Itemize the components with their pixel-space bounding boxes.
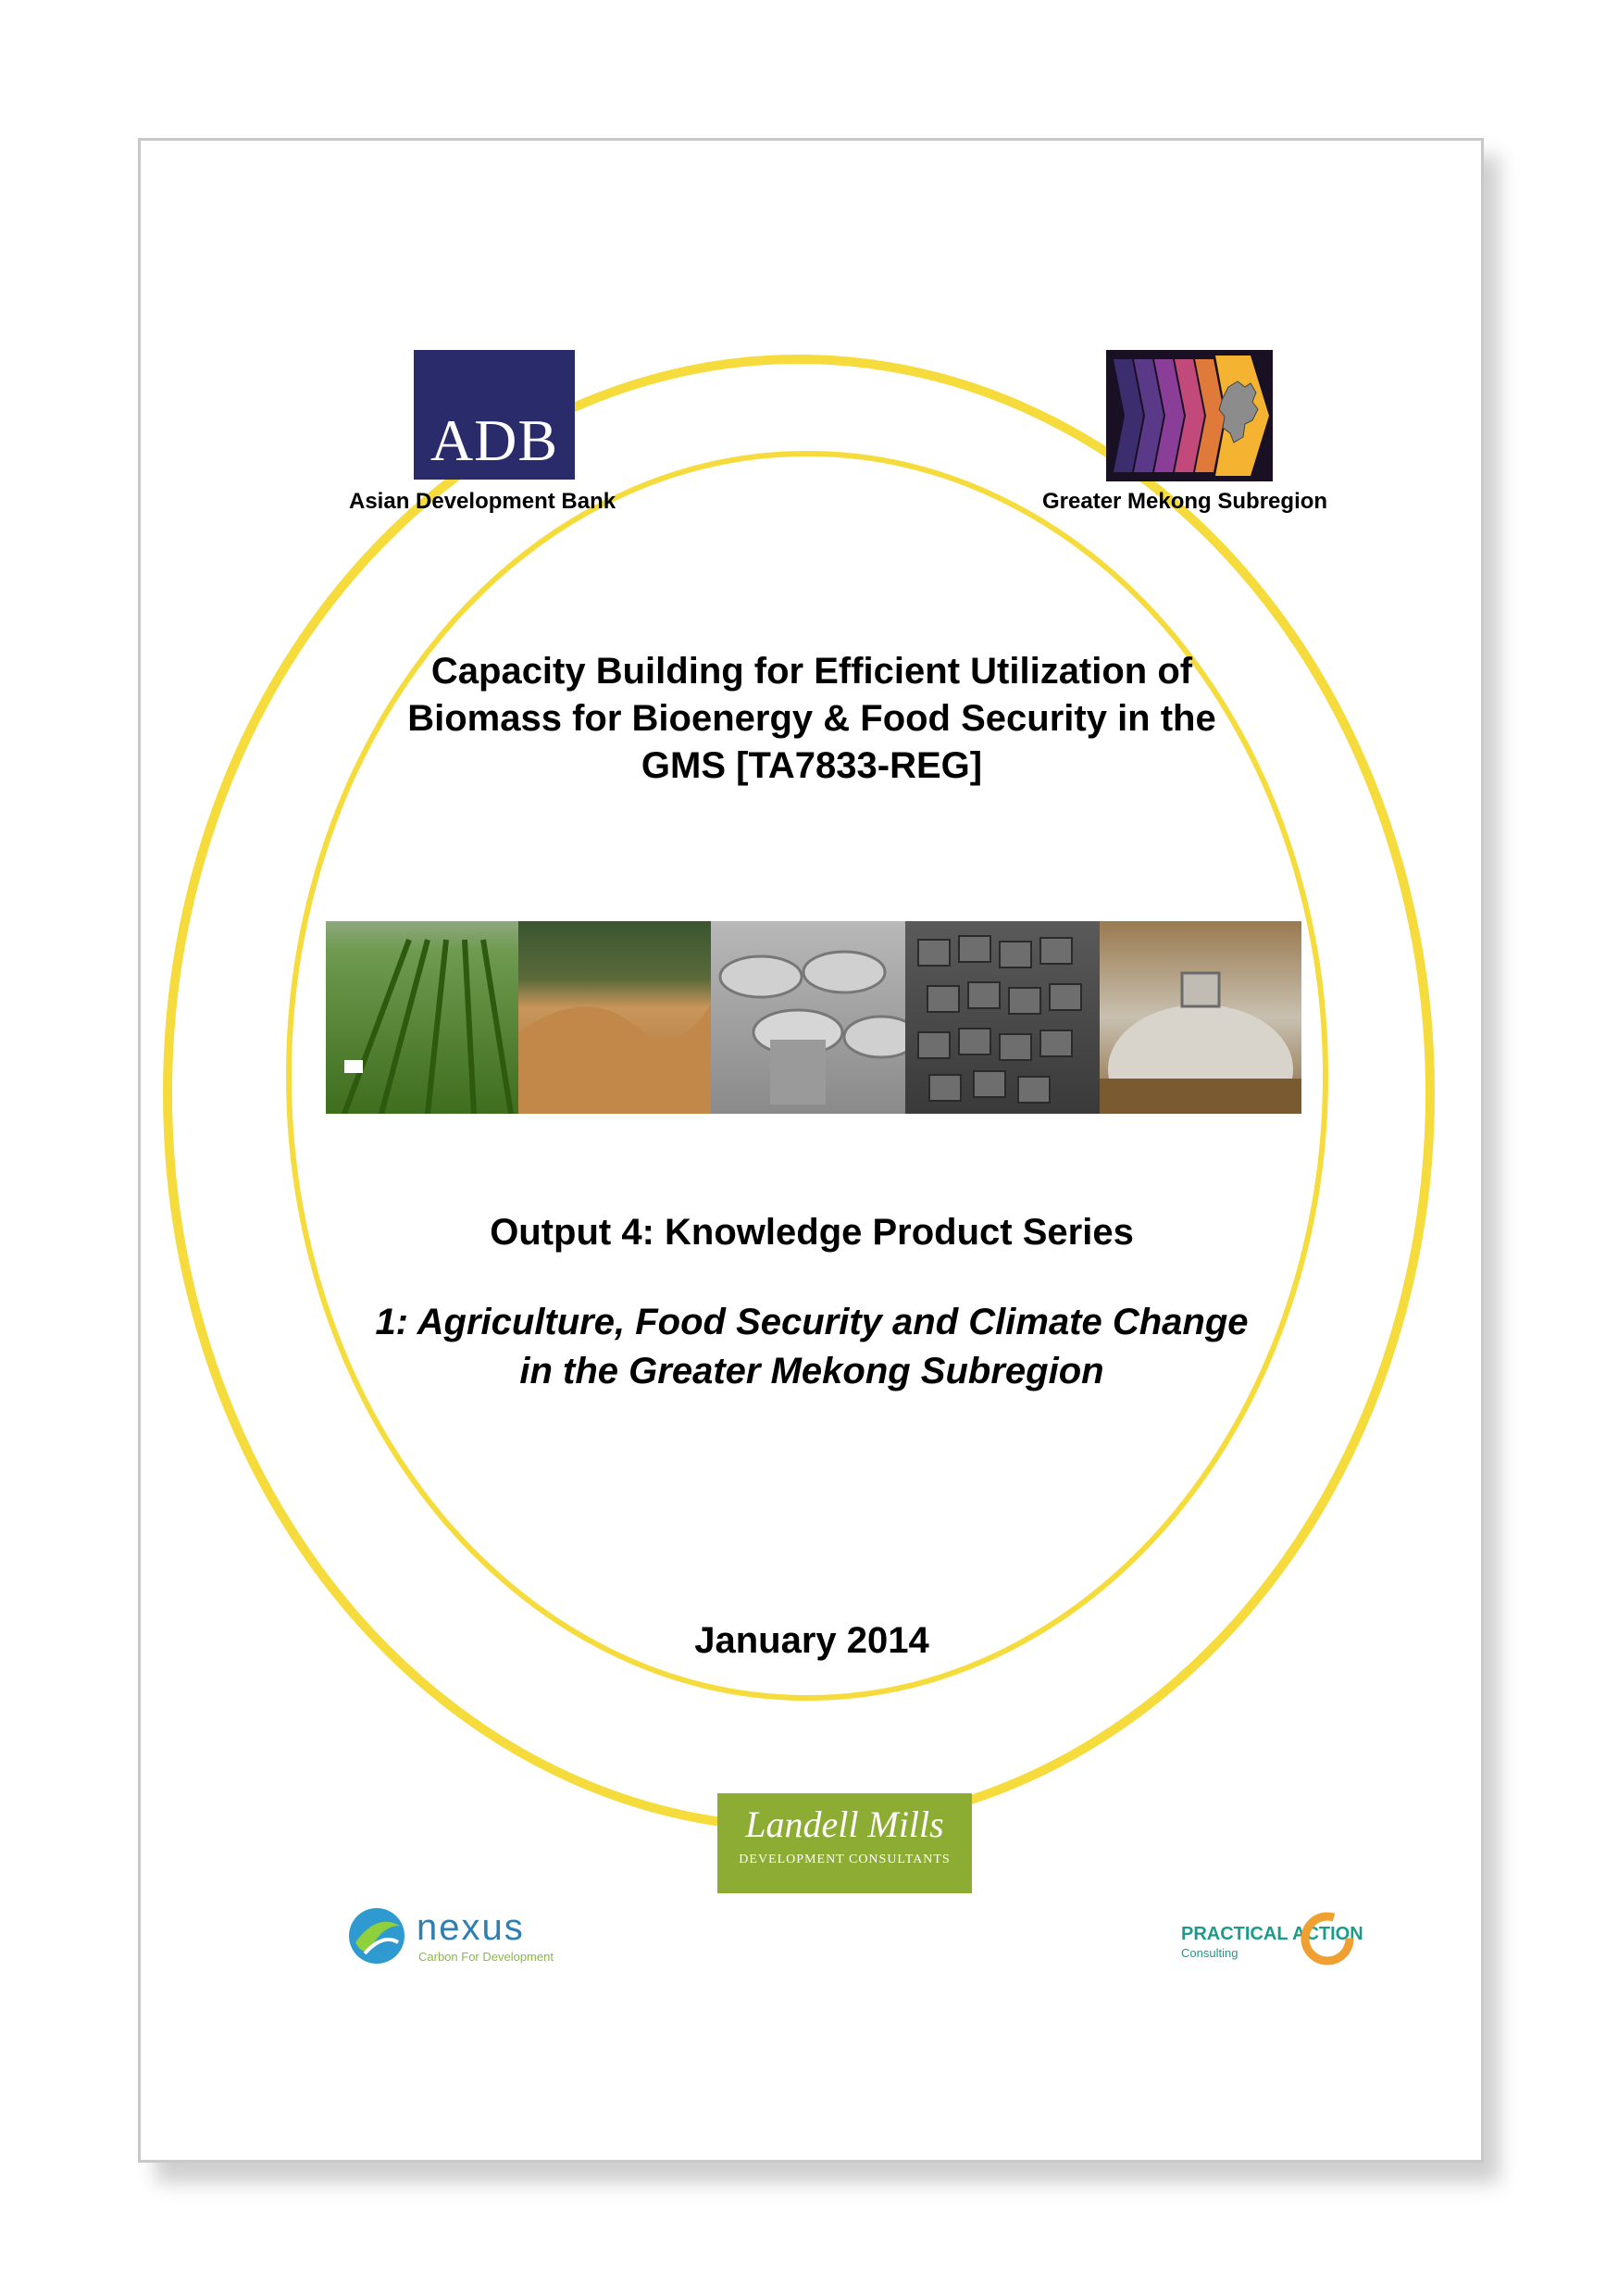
cover-page: [138, 138, 1484, 2163]
report-title-line-3: GMS [TA7833-REG]: [641, 745, 983, 786]
rice-field-photo: [326, 921, 518, 1114]
practical-action-name: PRACTICAL ACTION: [1181, 1924, 1363, 1944]
cookstove-liners-photo: [711, 921, 918, 1114]
adb-caption: Asian Development Bank: [349, 489, 616, 514]
series-item-line-2: in the Greater Mekong Subregion: [519, 1351, 1104, 1391]
landell-mills-name: Landell Mills: [745, 1803, 944, 1845]
biogas-digester-photo: [1100, 921, 1301, 1114]
report-title: [280, 648, 1344, 790]
gms-caption: Greater Mekong Subregion: [1042, 489, 1328, 514]
practical-action-ring-icon: [1298, 1909, 1357, 1968]
series-heading: Output 4: Knowledge Product Series: [490, 1212, 1134, 1253]
charcoal-briquettes-photo: [905, 921, 1100, 1114]
publication-date: January 2014: [694, 1620, 929, 1661]
series-item: [280, 1298, 1344, 1396]
report-title-line-2: Biomass for Bioenergy & Food Security in the: [407, 698, 1216, 739]
practical-action-logo: [1181, 1905, 1366, 1972]
landell-mills-tagline: DEVELOPMENT CONSULTANTS: [739, 1853, 951, 1866]
landell-mills-logo: [717, 1793, 972, 1893]
gms-map-logo-icon: [1106, 350, 1273, 481]
adb-logo-mark: ADB: [429, 407, 559, 473]
nexus-globe-icon: [346, 1905, 407, 1966]
practical-action-tagline: Consulting: [1181, 1946, 1238, 1960]
nexus-logo: [346, 1905, 578, 1970]
biomass-residue-photo: [518, 921, 711, 1114]
report-title-line-1: Capacity Building for Efficient Utilization of: [430, 651, 1193, 692]
adb-logo: [414, 350, 575, 480]
nexus-tagline: Carbon For Development: [418, 1950, 554, 1964]
series-item-line-1: 1: Agriculture, Food Security and Climate Change: [375, 1302, 1249, 1342]
nexus-name: nexus: [417, 1907, 525, 1948]
photo-strip: [326, 921, 1301, 1114]
